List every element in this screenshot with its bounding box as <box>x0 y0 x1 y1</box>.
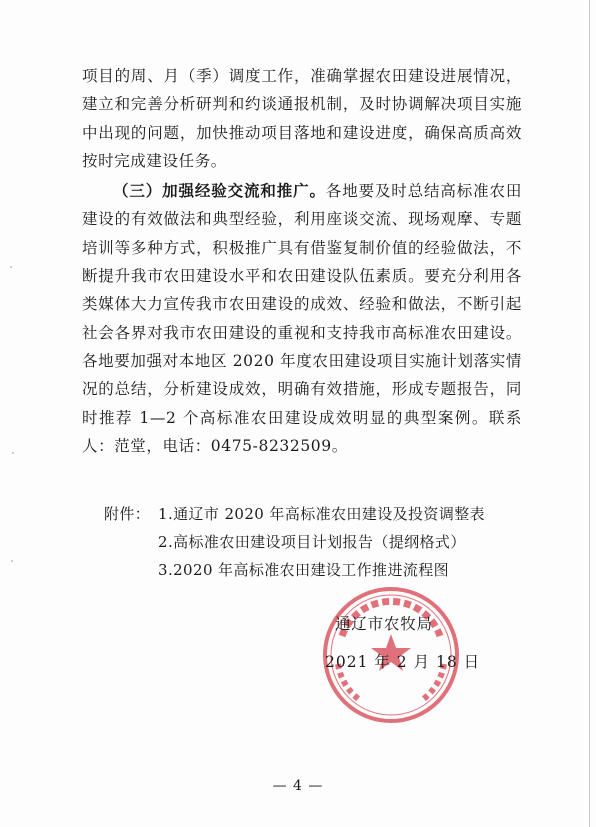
attachment-row-1 <box>104 500 485 528</box>
attachment-row-2 <box>104 528 485 556</box>
body-text <box>82 62 522 460</box>
page-edge <box>589 0 590 827</box>
attachments-label: 附件： <box>104 505 151 523</box>
attachment-item-3: 3.2020 年高标准农田建设工作推进流程图 <box>158 561 450 579</box>
attachments-section <box>104 500 485 584</box>
paragraph-2 <box>82 177 522 460</box>
attachment-item-2: 2.高标准农田建设项目计划报告（提纲格式） <box>158 533 466 551</box>
paragraph-2-heading: （三）加强经验交流和推广。 <box>113 181 326 201</box>
paragraph-1: 项目的周、月（季）调度工作，准确掌握农田建设进展情况，建立和完善分析研判和约谈通报机制，及时协调解决项目实施中出现的问题，加快推动项目落地和建设进度，确保高质高效按时完成建设任务。 <box>82 67 522 170</box>
page-number: — 4 — <box>272 778 324 794</box>
scan-speck <box>11 560 13 562</box>
signing-date: 2021 年 2 月 18 日 <box>325 653 481 671</box>
paragraph-2-text: 各地要及时总结高标准农田建设的有效做法和典型经验，利用座谈交流、现场观摩、专题培训等多种方式，积极推广具有借鉴复制价值的经验做法，不断提升我市农田建设水平和农田建设队伍素质。要充分利用各类媒体大力宣传我市农田建设的成效、经验和做法，不断引起社会各界对我市农田建设的重视和支持我市高标准农田建设。各地要加强对本地区 2020 年度农田建设项目实施计划落实情况的总结，分析建设成效，明确有效措施，形成专题报告，同时推荐 1—2 个高标准农田建设成效明显的典型案例。联系人：范堂，电话：0475-8232509。 <box>82 182 523 455</box>
attachment-row-3 <box>104 556 485 584</box>
attachment-item-1: 1.通辽市 2020 年高标准农田建设及投资调整表 <box>158 505 486 523</box>
signing-organization: 通辽市农牧局 <box>335 615 433 633</box>
scan-speck <box>12 452 14 454</box>
scan-speck <box>10 266 12 268</box>
